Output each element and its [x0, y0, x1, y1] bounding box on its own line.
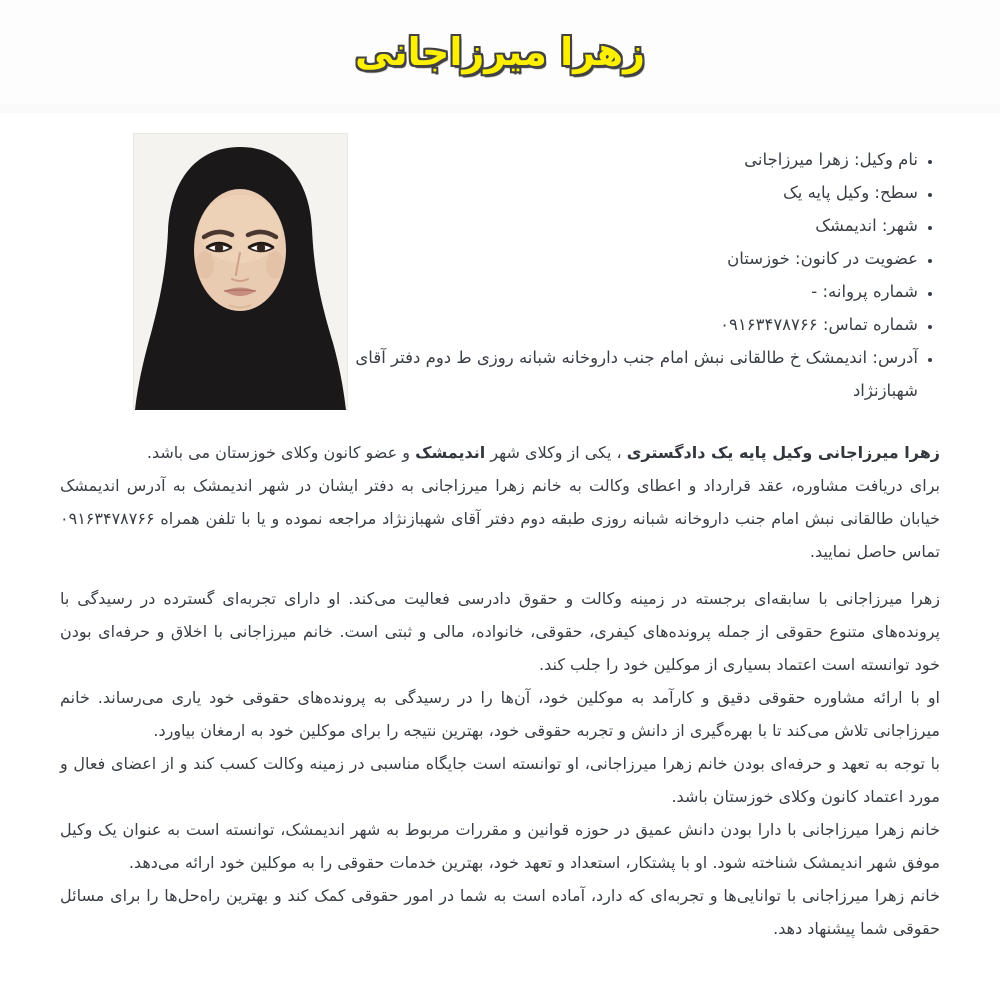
lawyer-details-list — [348, 143, 940, 407]
bio-paragraph-4: خانم زهرا میرزاجانی با دارا بودن دانش عمیق در حوزه قوانین و مقررات مربوط به شهر اندیمشک، توانسته است به عنوان یک وکیل موفق شهر اندیمشک شناخته شود. او با پشتکار، استعداد و تعهد خود، بهترین خدمات حقوقی را به موکلین خود ارائه می‌دهد. — [60, 820, 940, 872]
detail-level: • سطح: وکیل پایه یک — [348, 176, 918, 209]
intro-text-after-city: و عضو کانون وکلای خوزستان می باشد. — [146, 443, 416, 462]
bio-paragraph-3: با توجه به تعهد و حرفه‌ای بودن خانم زهرا میرزاجانی، او توانسته است جایگاه مناسبی در زمینه وکالت کسب کند و از اعضای فعال و مورد اعتماد کانون وکلای خوزستان باشد. — [60, 754, 940, 806]
detail-license-number: • شماره پروانه: - — [348, 275, 918, 308]
intro-paragraph — [60, 436, 940, 469]
profile-section — [60, 133, 940, 410]
lawyer-details — [348, 133, 940, 407]
bio-paragraph-2: او با ارائه مشاوره حقوقی دقیق و کارآمد به موکلین خود، آن‌ها را در رسیدگی به پرونده‌های حقوقی خود یاری می‌رساند. خانم میرزاجانی تلاش می‌کند تا با بهره‌گیری از دانش و تجربه حقوقی خود، بهترین نتیجه را برای موکلین خود به ارمغان بیاورد. — [60, 688, 940, 740]
detail-phone-number: • شماره تماس: ۰۹۱۶۳۴۷۸۷۶۶ — [348, 308, 918, 341]
detail-name: • نام وکیل: زهرا میرزاجانی — [348, 143, 918, 176]
detail-bar-membership: • عضویت در کانون: خوزستان — [348, 242, 918, 275]
detail-address: • آدرس: اندیمشک خ طالقانی نبش امام جنب داروخانه شبانه روزی ط دوم دفتر آقای شهبازنژاد — [348, 341, 918, 407]
bio-paragraph-1: زهرا میرزاجانی با سابقه‌ای برجسته در زمینه وکالت و حقوق دادرسی فعالیت می‌کند. او دارای تجربه‌ای گسترده در رسیدگی با پرونده‌های متنوع حقوقی از جمله پرونده‌های کیفری، حقوقی، خانواده، مالی و ثبتی است. خانم میرزاجانی با اخلاق و حرفه‌ای بودن خود توانسته است اعتماد بسیاری از موکلین خود را جلب کند. — [60, 589, 940, 674]
intro-bold-city: اندیمشک — [415, 443, 486, 462]
lawyer-photo — [133, 133, 348, 410]
intro-text-after-name: ، یکی از وکلای شهر — [485, 443, 627, 462]
page-header — [0, 0, 1000, 113]
page-content — [0, 133, 1000, 945]
portrait-photo-illustration — [133, 133, 348, 410]
biography-article — [60, 436, 940, 945]
bio-paragraph-5: خانم زهرا میرزاجانی با توانایی‌ها و تجربه‌ای که دارد، آماده است به شما در امور حقوقی کمک کند و بهترین راه‌حل‌ها را برای مسائل حقوقی شما پیشنهاد دهد. — [60, 886, 940, 938]
detail-city: • شهر: اندیمشک — [348, 209, 918, 242]
intro-bold-name: زهرا میرزاجانی وکیل پایه یک دادگستری — [626, 443, 940, 462]
page-title: زهرا میرزاجانی — [354, 30, 646, 74]
contact-paragraph: برای دریافت مشاوره، عقد قرارداد و اعطای وکالت به خانم زهرا میرزاجانی به دفتر ایشان در شهر اندیمشک به آدرس اندیمشک خیابان طالقانی نبش امام جنب داروخانه شبانه روزی طبقه دوم دفتر آقای شهبازنژاد مراجعه نموده و یا با تلفن همراه ۰۹۱۶۳۴۷۸۷۶۶ تماس حاصل نمایید. — [60, 476, 940, 561]
